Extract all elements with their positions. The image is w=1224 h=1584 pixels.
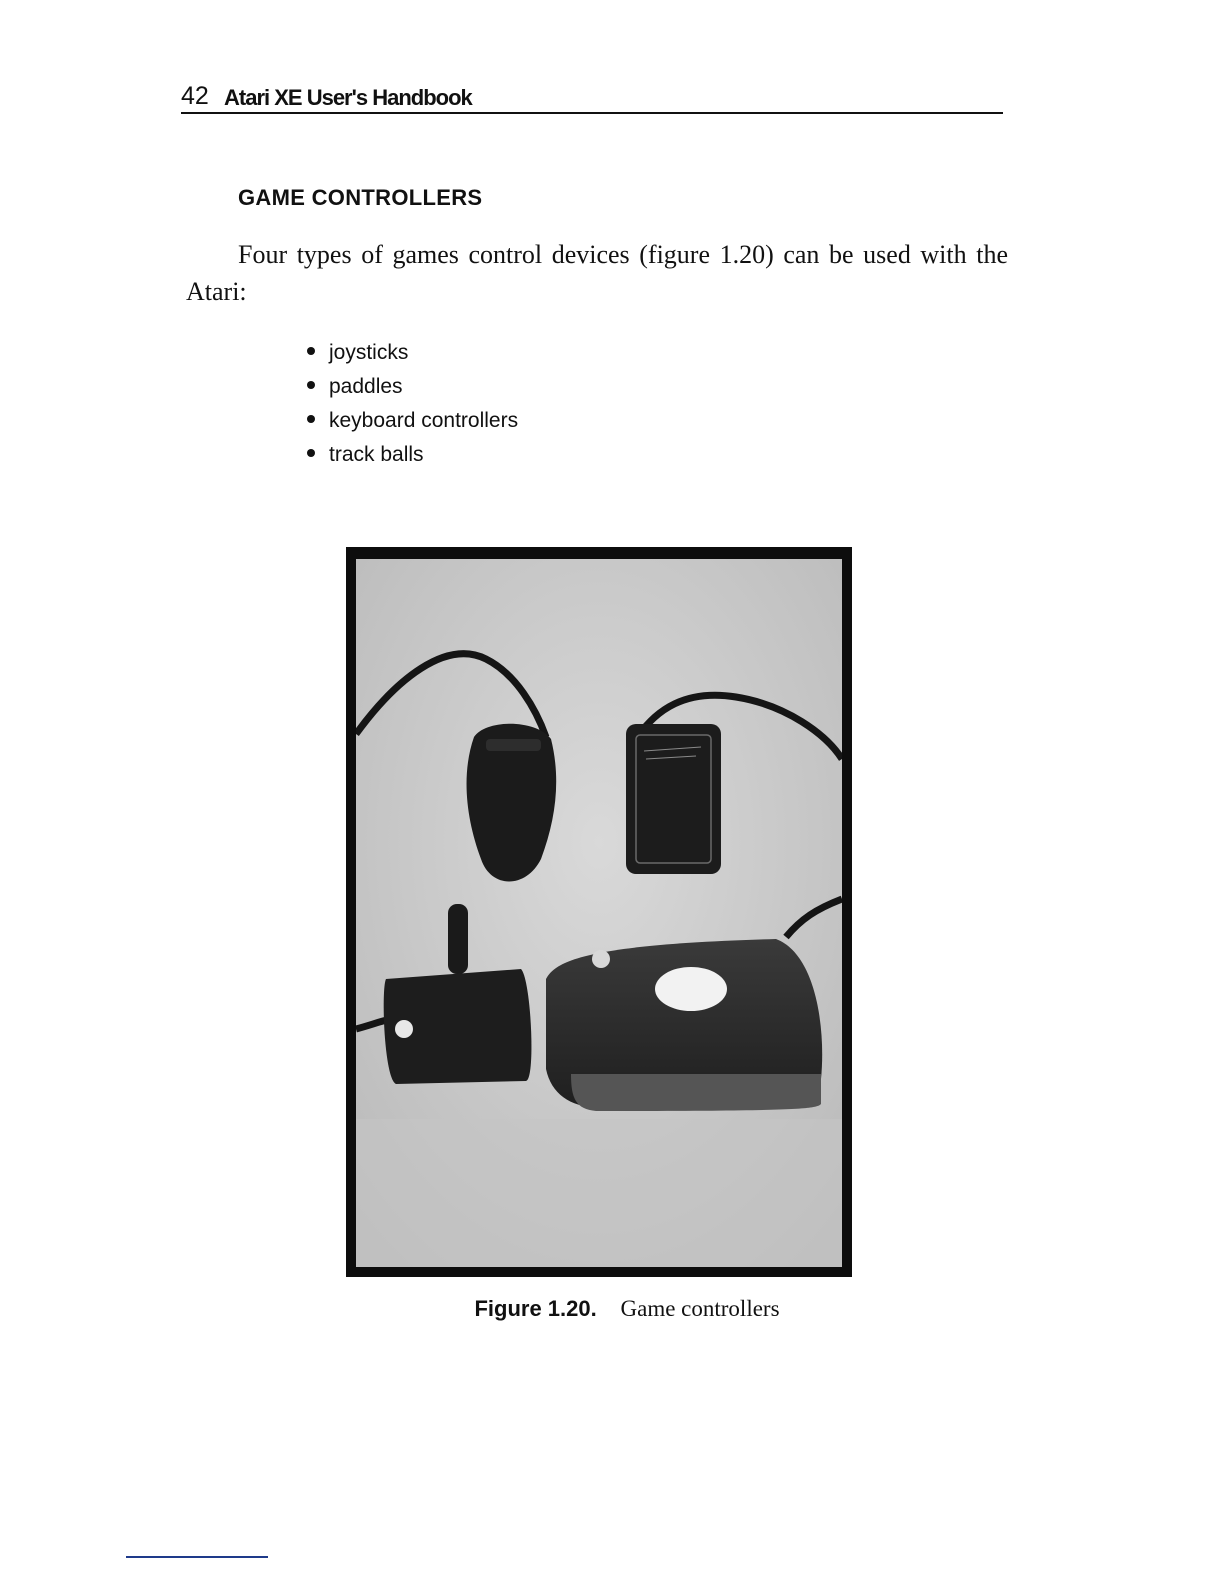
- list-item: [307, 373, 518, 407]
- figure-caption: [0, 1296, 1224, 1322]
- footer-divider: [126, 1556, 268, 1558]
- section-heading: GAME CONTROLLERS: [238, 185, 483, 210]
- bullet-icon: [307, 381, 315, 389]
- figure-caption-text: Game controllers: [620, 1296, 780, 1321]
- list-item-text: track balls: [329, 443, 424, 466]
- trackball-controller: [546, 939, 822, 1111]
- list-item: [307, 407, 518, 441]
- figure-label: Figure 1.20.: [474, 1296, 597, 1321]
- figure-photo: [346, 547, 852, 1277]
- bullet-icon: [307, 347, 315, 355]
- running-head: [181, 80, 1003, 114]
- list-item-text: joysticks: [329, 341, 409, 364]
- list-item-text: paddles: [329, 375, 403, 398]
- list-item: [307, 441, 518, 475]
- list-item: [307, 339, 518, 373]
- bullet-icon: [307, 449, 315, 457]
- bullet-icon: [307, 415, 315, 423]
- controller-list: [307, 339, 518, 475]
- body-paragraph: Four types of games control devices (figure 1.20) can be used with the Atari:: [186, 240, 1008, 306]
- game-controllers-photo: [356, 559, 842, 1267]
- page-number: 42: [181, 82, 209, 110]
- keyboard-controller: [626, 724, 721, 874]
- book-title: Atari XE User's Handbook: [224, 85, 472, 110]
- list-item-text: keyboard controllers: [329, 409, 519, 432]
